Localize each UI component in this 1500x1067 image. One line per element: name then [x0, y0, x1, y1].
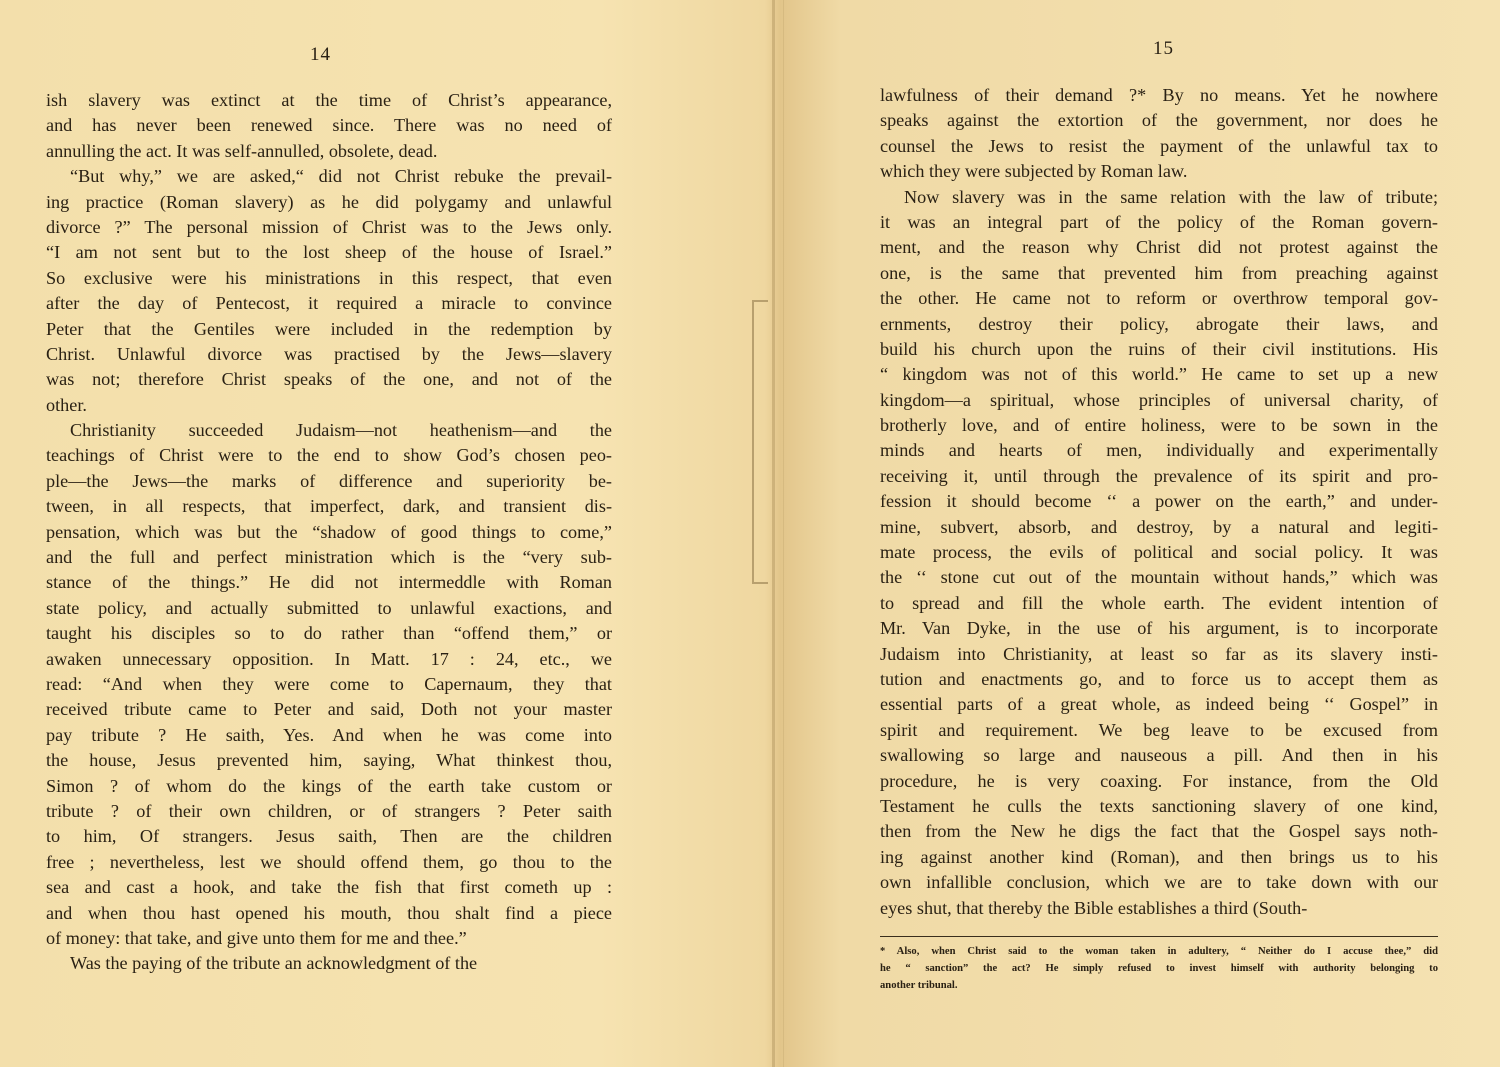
text-line: counsel the Jews to resist the payment of the unlawful tax to	[880, 135, 1438, 156]
text-line: divorce ?” The personal mission of Christ was to the Jews only.	[46, 216, 612, 237]
text-line: annulling the act. It was self-annulled, obsolete, dead.	[46, 140, 438, 161]
text-line: speaks against the extortion of the government, nor does he	[880, 110, 1438, 131]
text-line: ish slavery was extinct at the time of Christ’s appearance,	[46, 90, 612, 110]
text-line: Christ. Unlawful divorce was practised by the Jews—slavery	[46, 343, 612, 364]
text-line: tribute ? of their own children, or of strangers ? Peter saith	[46, 800, 612, 821]
text-line: mate process, the evils of political and social policy. It was	[880, 542, 1438, 563]
text-line: “ kingdom was not of this world.” He came to set up a new	[880, 364, 1438, 385]
text-line: then from the New he digs the fact that the Gospel says noth-	[880, 821, 1438, 842]
page-number: 14	[310, 44, 331, 65]
text-line: and the full and perfect ministration which is the “very sub-	[46, 547, 612, 568]
text-line: stance of the things.” He did not intermeddle with Roman	[46, 572, 612, 593]
text-line: state policy, and actually submitted to unlawful exactions, and	[46, 597, 612, 618]
text-line: essential parts of a great whole, as indeed being ‘‘ Gospel” in	[880, 694, 1438, 715]
page-gutter-edge	[783, 0, 784, 1067]
text-line: ernments, destroy their policy, abrogate their laws, and	[880, 313, 1438, 334]
text-line: lawfulness of their demand ?* By no means. Yet he nowhere	[880, 85, 1438, 105]
text-line: minds and hearts of men, individually and experimentally	[880, 440, 1438, 461]
text-line: spirit and requirement. We beg leave to be excused from	[880, 719, 1438, 740]
binding-tear	[752, 300, 768, 584]
text-line: ple—the Jews—the marks of difference and superiority be-	[46, 470, 612, 491]
text-line: to him, Of strangers. Jesus saith, Then are the children	[46, 826, 612, 847]
left-page-text	[46, 88, 612, 977]
text-line: another tribunal.	[880, 980, 958, 991]
text-line: Judaism into Christianity, at least so far as its slavery insti-	[880, 643, 1438, 664]
text-line: * Also, when Christ said to the woman taken in adultery, “ Neither do I accuse thee,” did	[880, 946, 1438, 957]
text-line: it was an integral part of the policy of the Roman govern-	[880, 211, 1438, 232]
text-line: ing against another kind (Roman), and then brings us to his	[880, 846, 1438, 867]
text-line: build his church upon the ruins of their civil institutions. His	[880, 338, 1438, 359]
text-line: and has never been renewed since. There was no need of	[46, 115, 612, 136]
text-line: free ; nevertheless, lest we should offend them, go thou to the	[46, 851, 612, 872]
text-line: the ‘‘ stone cut out of the mountain without hands,” which was	[880, 567, 1438, 588]
text-line: Now slavery was in the same relation with the law of tribute;	[904, 186, 1438, 207]
text-line: brotherly love, and of entire holiness, were to be sown in the	[880, 415, 1438, 436]
text-line: Testament he culls the texts sanctioning slavery of one kind,	[880, 795, 1438, 816]
page-number: 15	[1153, 38, 1174, 59]
text-line: eyes shut, that thereby the Bible establishes a third (South-	[880, 897, 1308, 918]
right-page-text	[880, 83, 1438, 921]
text-line: tution and enactments go, and to force us to accept them as	[880, 668, 1438, 689]
text-line: So exclusive were his ministrations in this respect, that even	[46, 267, 612, 288]
text-line: “But why,” we are asked,“ did not Christ rebuke the prevail-	[70, 166, 612, 187]
text-line: Christianity succeeded Judaism—not heathenism—and the	[70, 420, 612, 441]
text-line: which they were subjected by Roman law.	[880, 161, 1188, 182]
text-line: receiving it, until through the prevalence of its spirit and pro-	[880, 465, 1438, 486]
text-line: kingdom—a spiritual, whose principles of universal charity, of	[880, 389, 1438, 410]
text-line: of money: that take, and give unto them for me and thee.”	[46, 927, 467, 948]
text-line: tween, in all respects, that imperfect, dark, and transient dis-	[46, 496, 612, 517]
page-gutter	[772, 0, 775, 1067]
text-line: and when thou hast opened his mouth, thou shalt find a piece	[46, 902, 612, 923]
text-line: received tribute came to Peter and said, Doth not your master	[46, 699, 612, 720]
text-line: taught his disciples so to do rather than “offend them,” or	[46, 623, 612, 644]
text-line: fession it should become ‘‘ a power on the earth,” and under-	[880, 491, 1438, 512]
text-line: Mr. Van Dyke, in the use of his argument, is to incorporate	[880, 618, 1438, 639]
text-line: other.	[46, 394, 87, 415]
text-line: the other. He came not to reform or overthrow temporal gov-	[880, 288, 1438, 309]
text-line: to spread and fill the whole earth. The evident intention of	[880, 592, 1438, 613]
text-line: Simon ? of whom do the kings of the earth take custom or	[46, 775, 612, 796]
text-line: “I am not sent but to the lost sheep of the house of Israel.”	[46, 242, 612, 263]
text-line: pensation, which was but the “shadow of good things to come,”	[46, 521, 612, 542]
text-line: swallowing so large and nauseous a pill. And then in his	[880, 745, 1438, 766]
text-line: one, is the same that prevented him from preaching against	[880, 262, 1438, 283]
text-line: procedure, he is very coaxing. For instance, from the Old	[880, 770, 1438, 791]
text-line: pay tribute ? He saith, Yes. And when he was come into	[46, 724, 612, 745]
text-line: awaken unnecessary opposition. In Matt. 17 : 24, etc., we	[46, 648, 612, 669]
text-line: read: “And when they were come to Capernaum, they that	[46, 673, 612, 694]
text-line: ment, and the reason why Christ did not protest against the	[880, 237, 1438, 258]
text-line: was not; therefore Christ speaks of the one, and not of the	[46, 369, 612, 390]
text-line: the house, Jesus prevented him, saying, What thinkest thou,	[46, 750, 612, 771]
text-line: teachings of Christ were to the end to show God’s chosen peo-	[46, 445, 612, 466]
text-line: he “ sanction” the act? He simply refused to invest himself with authority belonging to	[880, 963, 1438, 974]
text-line: Was the paying of the tribute an acknowledgment of the	[70, 953, 478, 974]
text-line: mine, subvert, absorb, and destroy, by a natural and legiti-	[880, 516, 1438, 537]
text-line: own infallible conclusion, which we are to take down with our	[880, 872, 1438, 893]
text-line: ing practice (Roman slavery) as he did polygamy and unlawful	[46, 191, 612, 212]
footnote	[880, 936, 1438, 994]
text-line: Peter that the Gentiles were included in the redemption by	[46, 318, 612, 339]
text-line: sea and cast a hook, and take the fish that first cometh up :	[46, 877, 612, 898]
text-line: after the day of Pentecost, it required a miracle to convince	[46, 293, 612, 314]
